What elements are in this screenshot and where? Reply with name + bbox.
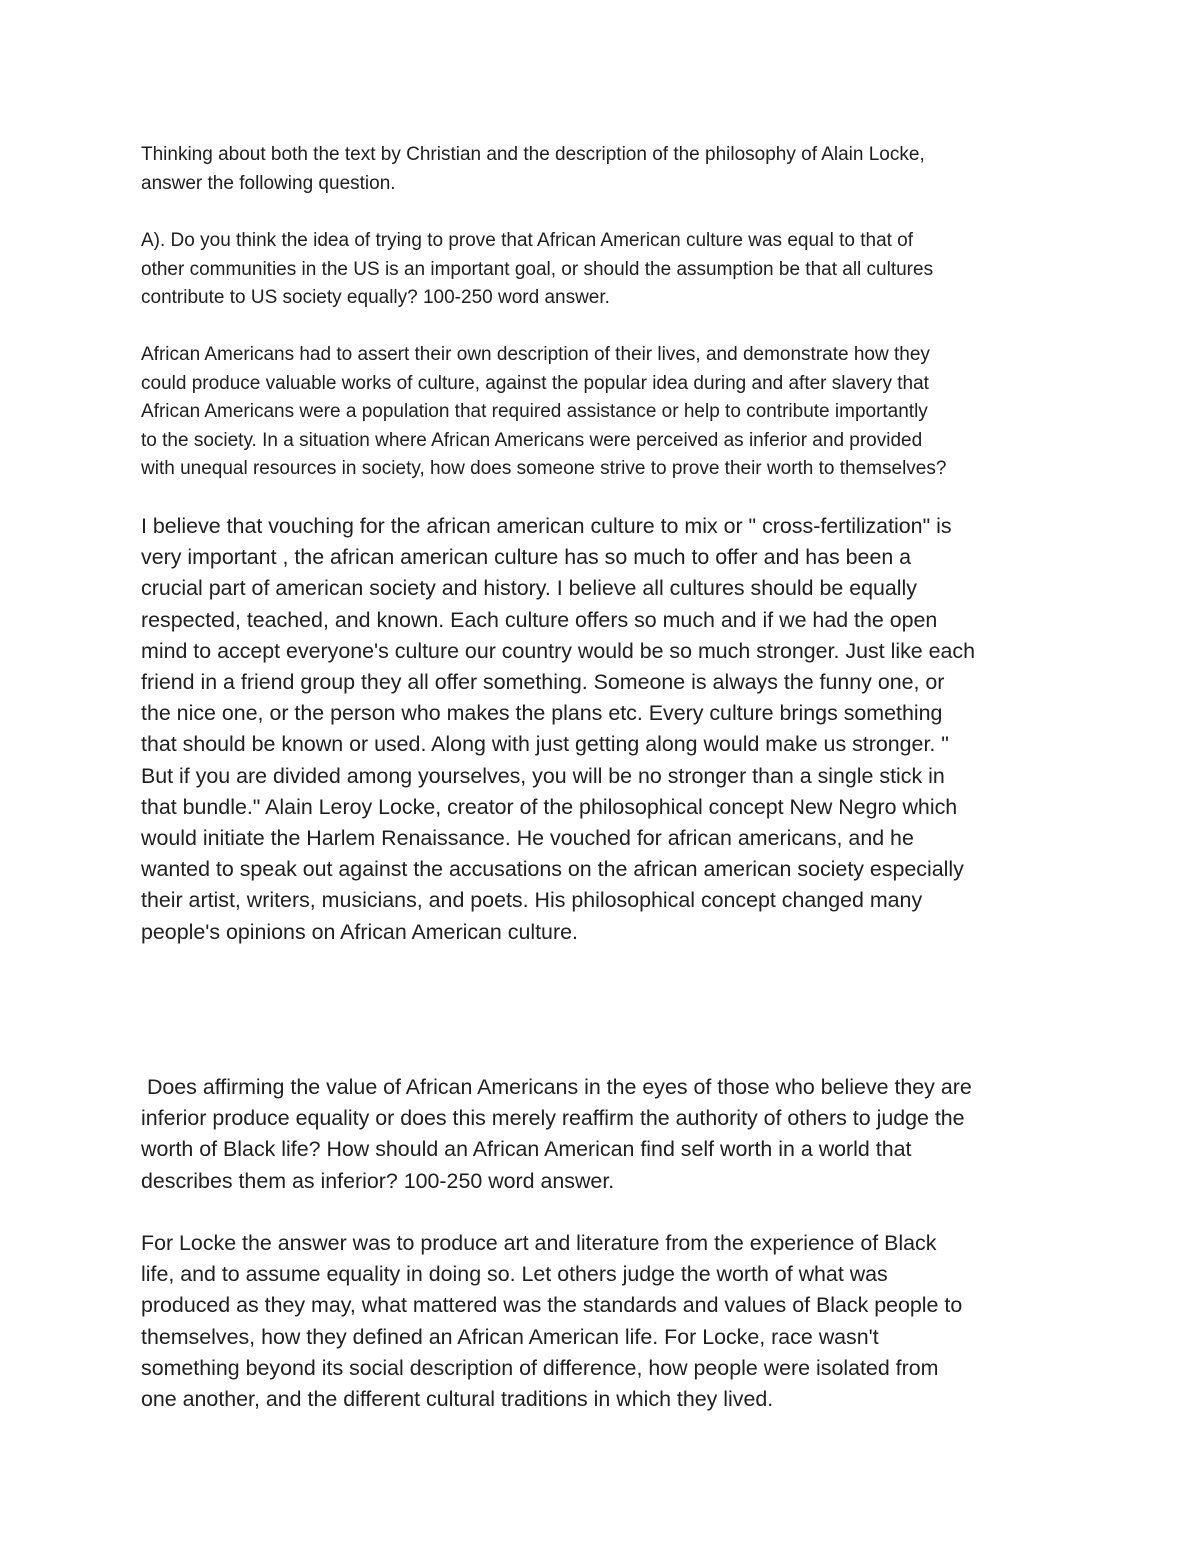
question-a-paragraph xyxy=(141,227,933,313)
intro-paragraph xyxy=(141,141,925,198)
text-line: inferior produce equality or does this merely reaffirm the authority of others to judge the xyxy=(141,1106,965,1131)
text-line: could produce valuable works of culture, against the popular idea during and after slavery that xyxy=(141,372,929,394)
text-line: But if you are divided among yourselves, you will be no stronger than a single stick in xyxy=(141,763,945,788)
text-line: African Americans were a population that required assistance or help to contribute importantly xyxy=(141,401,928,423)
question-b-paragraph xyxy=(141,1072,972,1197)
text-line: would initiate the Harlem Renaissance. He vouched for african americans, and he xyxy=(141,826,914,851)
text-line: that bundle." Alain Leroy Locke, creator of the philosophical concept New Negro which xyxy=(141,794,958,819)
text-line: For Locke the answer was to produce art and literature from the experience of Black xyxy=(141,1231,937,1255)
text-line: crucial part of american society and history. I believe all cultures should be equally xyxy=(141,576,918,601)
text-line: friend in a friend group they all offer something. Someone is always the funny one, or xyxy=(141,670,945,695)
context-a-paragraph xyxy=(141,341,946,484)
text-line: wanted to speak out against the accusations on the african american society especially xyxy=(141,857,964,882)
text-line: themselves, how they defined an African American life. For Locke, race wasn't xyxy=(141,1324,879,1349)
text-line: with unequal resources in society, how does someone strive to prove their worth to themselves? xyxy=(141,458,947,480)
text-line: A). Do you think the idea of trying to prove that African American culture was equal to that of xyxy=(141,230,914,251)
text-line: something beyond its social description of difference, how people were isolated from xyxy=(141,1355,939,1380)
text-line: Does affirming the value of African Americans in the eyes of those who believe they are xyxy=(141,1075,972,1099)
text-line: their artist, writers, musicians, and poets. His philosophical concept changed many xyxy=(141,888,923,913)
text-line: I believe that vouching for the african american culture to mix or " cross-fertilization" is xyxy=(141,514,952,538)
text-line: other communities in the US is an important goal, or should the assumption be that all cultures xyxy=(141,258,934,280)
text-line: very important , the african american culture has so much to offer and has been a xyxy=(141,545,912,570)
text-line: African Americans had to assert their own description of their lives, and demonstrate how they xyxy=(141,344,930,365)
text-line: the nice one, or the person who makes the plans etc. Every culture brings something xyxy=(141,701,943,726)
text-line: to the society. In a situation where African Americans were perceived as inferior and provided xyxy=(141,429,923,451)
answer-a-paragraph xyxy=(141,511,975,948)
text-line: describes them as inferior? 100-250 word answer. xyxy=(141,1168,615,1193)
text-line: respected, teached, and known. Each culture offers so much and if we had the open xyxy=(141,607,938,632)
text-line: life, and to assume equality in doing so. Let others judge the worth of what was xyxy=(141,1262,888,1287)
text-line: worth of Black life? How should an African American find self worth in a world that xyxy=(141,1137,912,1162)
text-line: people's opinions on African American culture. xyxy=(141,919,578,944)
answer-b-paragraph xyxy=(141,1228,962,1415)
text-line: Thinking about both the text by Christian and the description of the philosophy of Alain Locke, xyxy=(141,144,925,165)
text-line: mind to accept everyone's culture our country would be so much stronger. Just like each xyxy=(141,638,975,663)
text-line: answer the following question. xyxy=(141,172,396,194)
text-line: produced as they may, what mattered was the standards and values of Black people to xyxy=(141,1293,963,1318)
text-line: one another, and the different cultural traditions in which they lived. xyxy=(141,1387,774,1412)
text-line: contribute to US society equally? 100-250 word answer. xyxy=(141,287,610,309)
text-line: that should be known or used. Along with just getting along would make us stronger. " xyxy=(141,732,949,757)
